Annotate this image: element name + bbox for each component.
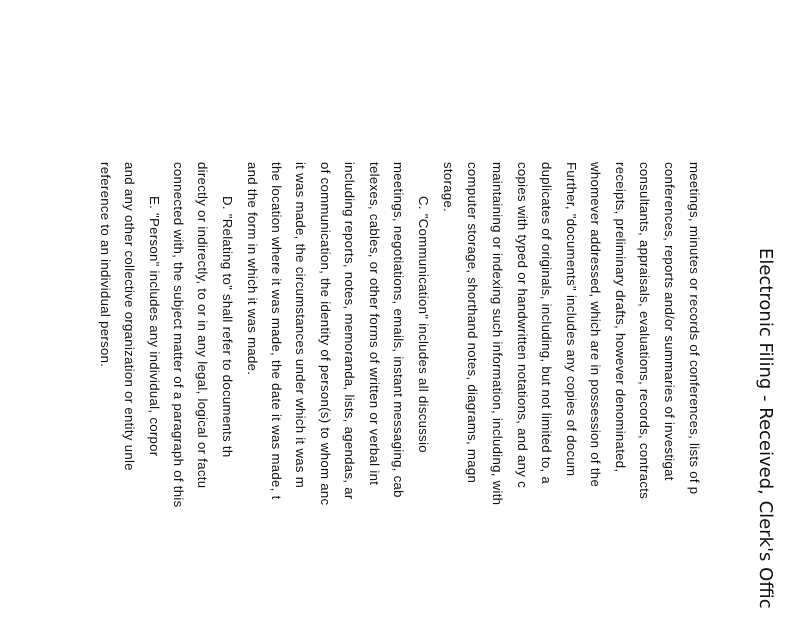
- body-line: it was made, the circumstances under which it was m: [293, 162, 308, 489]
- body-line: consultants, appraisals, evaluations, records, contracts: [637, 162, 652, 500]
- body-line: reference to an individual person.: [98, 162, 113, 368]
- body-line: copies with typed or handwritten notations, and any c: [515, 162, 530, 488]
- body-line: C. "Communication" includes all discussio: [416, 196, 431, 453]
- body-line: E. "Person" includes any individual, corpor: [147, 196, 162, 457]
- body-line: Further, "documents" includes any copies of docum: [564, 162, 579, 477]
- electronic-filing-header: Electronic Filing - Received, Clerk's Offic: [755, 248, 776, 609]
- body-line: whomever addressed, which are in possession of the: [588, 162, 603, 488]
- body-line: meetings, negotiations, emails, instant messaging, cab: [391, 162, 406, 498]
- body-line: receipts, preliminary drafts, however denominated,: [613, 162, 628, 473]
- body-line: and the form in which it was made.: [245, 162, 260, 376]
- body-line: telexes, cables, or other forms of written or verbal int: [367, 162, 382, 486]
- body-line: directly or indirectly, to or in any legal, logical or factu: [195, 162, 210, 489]
- body-line: duplicates of originals, including, but not limited to, a: [539, 162, 554, 485]
- body-line: storage.: [441, 162, 456, 213]
- body-line: and any other collective organization or entity unle: [122, 162, 137, 471]
- body-line: connected with, the subject matter of a paragraph of this: [171, 162, 186, 508]
- body-line: meetings, minutes or records of conferences, lists of p: [687, 162, 702, 495]
- body-line: the location where it was made, the date it was made, t: [269, 162, 284, 500]
- body-line: conferences, reports and/or summaries of investigat: [662, 162, 677, 481]
- body-line: D. "Relating to" shall refer to documents th: [220, 196, 235, 458]
- body-line: computer storage, shorthand notes, diagrams, magn: [465, 162, 480, 484]
- body-line: of communication, the identity of person(s) to whom anc: [318, 162, 333, 506]
- body-line: including reports, notes, memoranda, lists, agendas, ar: [342, 162, 357, 500]
- body-line: maintaining or indexing such information, including, with: [490, 162, 505, 506]
